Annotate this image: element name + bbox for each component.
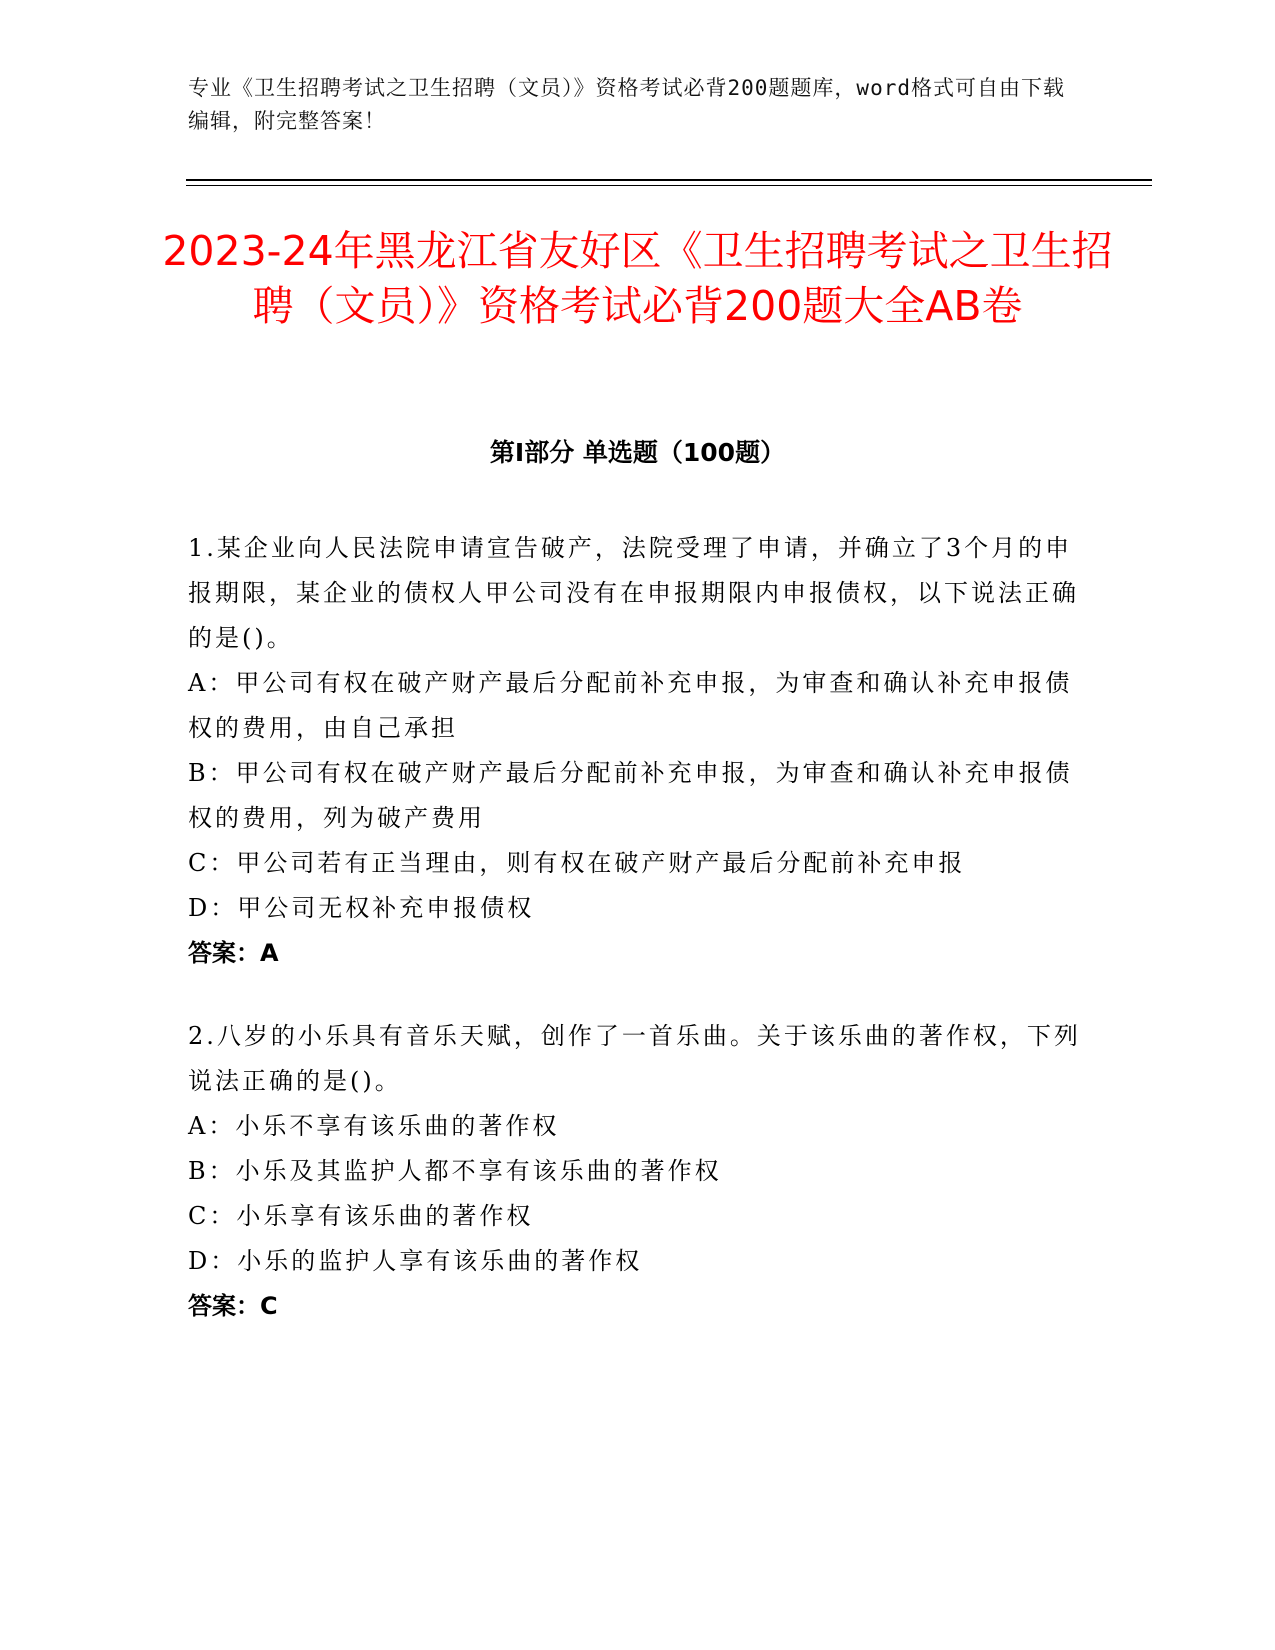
question-stem: 1.某企业向人民法院申请宣告破产，法院受理了申请，并确立了3个月的申报期限，某企业的债权人甲公司没有在申报期限内申报债权，以下说法正确的是()。 — [188, 534, 1079, 652]
document-title: 2023-24年黑龙江省友好区《卫生招聘考试之卫生招聘（文员）》资格考试必背200题大全AB卷 — [162, 227, 1113, 330]
option-c: C：小乐享有该乐曲的著作权 — [188, 1202, 534, 1230]
header-note: 专业《卫生招聘考试之卫生招聘（文员）》资格考试必背200题题库，word格式可自由下载编辑，附完整答案！ — [188, 76, 1065, 133]
question-list — [188, 526, 1088, 1329]
question-answer: 答案：A — [188, 939, 279, 967]
option-d: D：甲公司无权补充申报债权 — [188, 894, 535, 922]
option-b: B：小乐及其监护人都不享有该乐曲的著作权 — [188, 1157, 722, 1185]
question-stem: 2.八岁的小乐具有音乐天赋，创作了一首乐曲。关于该乐曲的著作权，下列说法正确的是()。 — [188, 1022, 1081, 1095]
section-heading: 第I部分 单选题（100题） — [489, 438, 786, 467]
option-a: A：甲公司有权在破产财产最后分配前补充申报，为审查和确认补充申报债权的费用，由自己承担 — [188, 669, 1073, 742]
option-b: B：甲公司有权在破产财产最后分配前补充申报，为审查和确认补充申报债权的费用，列为破产费用 — [188, 759, 1073, 832]
question-answer: 答案：C — [188, 1292, 278, 1320]
header-rule-thin — [186, 185, 1152, 186]
question-2 — [188, 1014, 1088, 1329]
option-d: D：小乐的监护人享有该乐曲的著作权 — [188, 1247, 643, 1275]
question-1 — [188, 526, 1088, 976]
option-c: C：甲公司若有正当理由，则有权在破产财产最后分配前补充申报 — [188, 849, 966, 877]
header-rule-thick — [186, 179, 1152, 181]
option-a: A：小乐不享有该乐曲的著作权 — [188, 1112, 560, 1140]
